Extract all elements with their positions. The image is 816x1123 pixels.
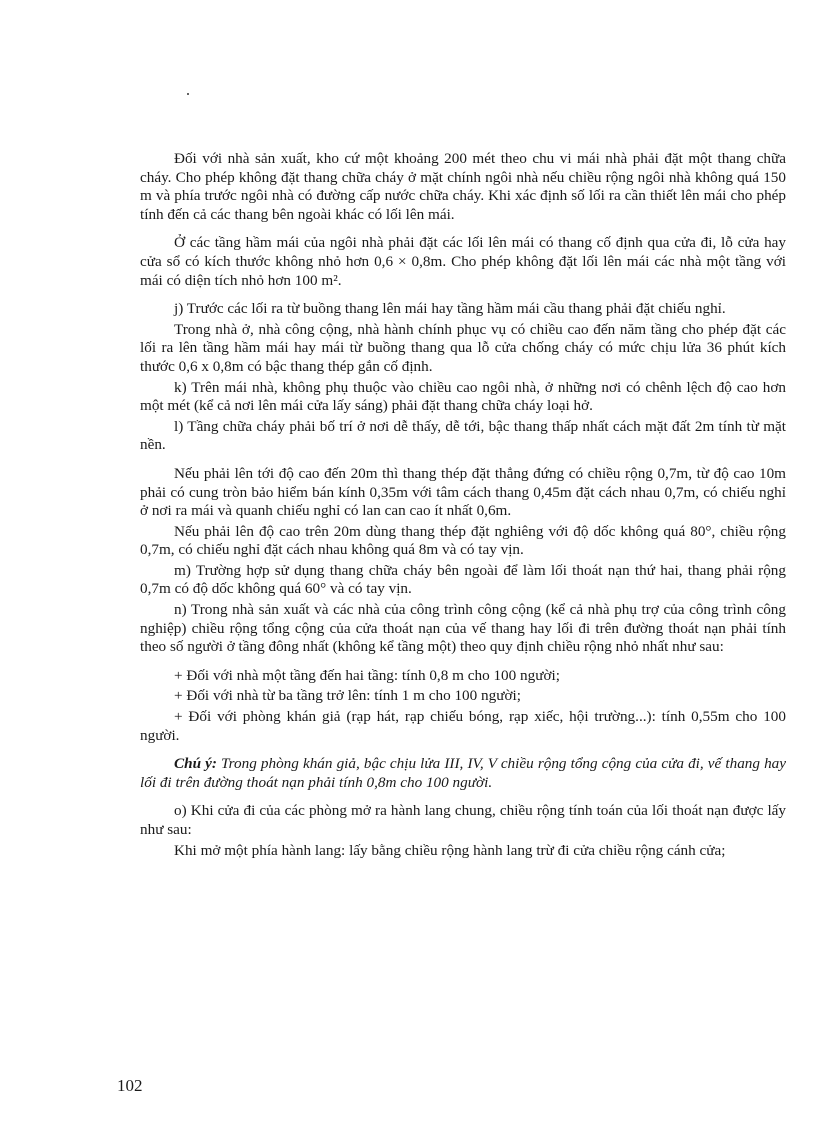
list-item: + Đối với nhà một tầng đến hai tầng: tính 0,8 m cho 100 người; <box>174 666 560 684</box>
paragraph: Trong nhà ở, nhà công cộng, nhà hành chính phục vụ có chiều cao đến năm tầng cho phép đặt các lối ra lên tầng hầm mái hay mái từ buồng thang qua lỗ cửa chống cháy có mức chịu lửa 36 phút kích thước 0,6 x 0,8m có bậc thang thép gắn cố định. <box>140 320 786 375</box>
paragraph: m) Trường hợp sử dụng thang chữa cháy bên ngoài để làm lối thoát nạn thứ hai, thang phải rộng 0,7m có độ dốc không quá 60° và có tay vịn. <box>140 561 786 598</box>
body-text <box>140 150 786 870</box>
paragraph: k) Trên mái nhà, không phụ thuộc vào chiều cao ngôi nhà, ở những nơi có chênh lệch độ cao hơn một mét (kể cả nơi lên mái cửa lấy sáng) phải đặt thang chữa cháy loại hở. <box>140 378 786 415</box>
paragraph: n) Trong nhà sản xuất và các nhà của công trình công cộng (kể cả nhà phụ trợ của công trình công nghiệp) chiều rộng tổng cộng của cửa thoát nạn của vế thang hay lối đi trên đường thoát nạn phải tính theo số người ở tầng đông nhất (không kể tầng một) theo quy định chiều rộng nhỏ nhất như sau: <box>140 601 786 656</box>
paragraph: j) Trước các lối ra từ buồng thang lên mái hay tầng hầm mái cầu thang phải đặt chiếu nghỉ. <box>174 300 726 318</box>
note-label: Chú ý: <box>174 755 217 773</box>
list-item: + Đối với nhà từ ba tầng trở lên: tính 1 m cho 100 người; <box>174 687 521 705</box>
note-text: Trong phòng khán giả, bậc chịu lửa III, IV, V chiều rộng tổng cộng của cửa đi, vế thang hay lối đi trên đường thoát nạn phải tính 0,8m cho 100 người. <box>140 755 787 791</box>
note <box>140 755 786 792</box>
paragraph: Ở các tầng hầm mái của ngôi nhà phải đặt các lối lên mái có thang cố định qua cửa đi, lỗ cửa hay cửa sổ có kích thước không nhỏ hơn 0,6 × 0,8m. Cho phép không đặt lối lên mái các nhà một tầng với mái có diện tích nhỏ hơn 100 m². <box>140 234 786 289</box>
paragraph: Nếu phải lên độ cao trên 20m dùng thang thép đặt nghiêng với độ dốc không quá 80°, chiều rộng 0,7m, có chiếu nghỉ đặt cách nhau không quá 8m và có tay vịn. <box>140 522 786 559</box>
paragraph: l) Tầng chữa cháy phải bố trí ở nơi dễ thấy, dễ tới, bậc thang thấp nhất cách mặt đất 2m tính từ mặt nền. <box>140 417 786 454</box>
paragraph: Khi mở một phía hành lang: lấy bằng chiều rộng hành lang trừ đi cửa chiều rộng cánh cửa; <box>174 841 726 859</box>
list-item: + Đối với phòng khán giả (rạp hát, rạp chiếu bóng, rạp xiếc, hội trường...): tính 0,55m cho 100 người. <box>140 708 786 744</box>
paragraph: Đối với nhà sản xuất, kho cứ một khoảng 200 mét theo chu vi mái nhà phải đặt một thang chữa cháy. Cho phép không đặt thang chữa cháy ở mặt chính ngôi nhà nếu chiều rộng ngôi nhà không quá 150 m và phía trước ngôi nhà có đường cấp nước chữa cháy. Khi xác định số lối ra cần thiết lên mái cho phép tính đến cả các thang bên ngoài khác có lối lên mái. <box>140 150 786 223</box>
paragraph: o) Khi cửa đi của các phòng mở ra hành lang chung, chiều rộng tính toán của lối thoát nạn được lấy như sau: <box>140 802 786 838</box>
scan-speck <box>187 93 189 95</box>
paragraph: Nếu phải lên tới độ cao đến 20m thì thang thép đặt thẳng đứng có chiều rộng 0,7m, từ độ cao 10m phải có cung tròn bảo hiểm bán kính 0,35m với tâm cách thang 0,45m đặt cách nhau 0,7m, có chiếu nghỉ ở nơi ra mái và quanh chiếu nghỉ có lan can cao ít nhất 0,6m. <box>140 464 786 520</box>
page-number: 102 <box>117 1076 143 1095</box>
